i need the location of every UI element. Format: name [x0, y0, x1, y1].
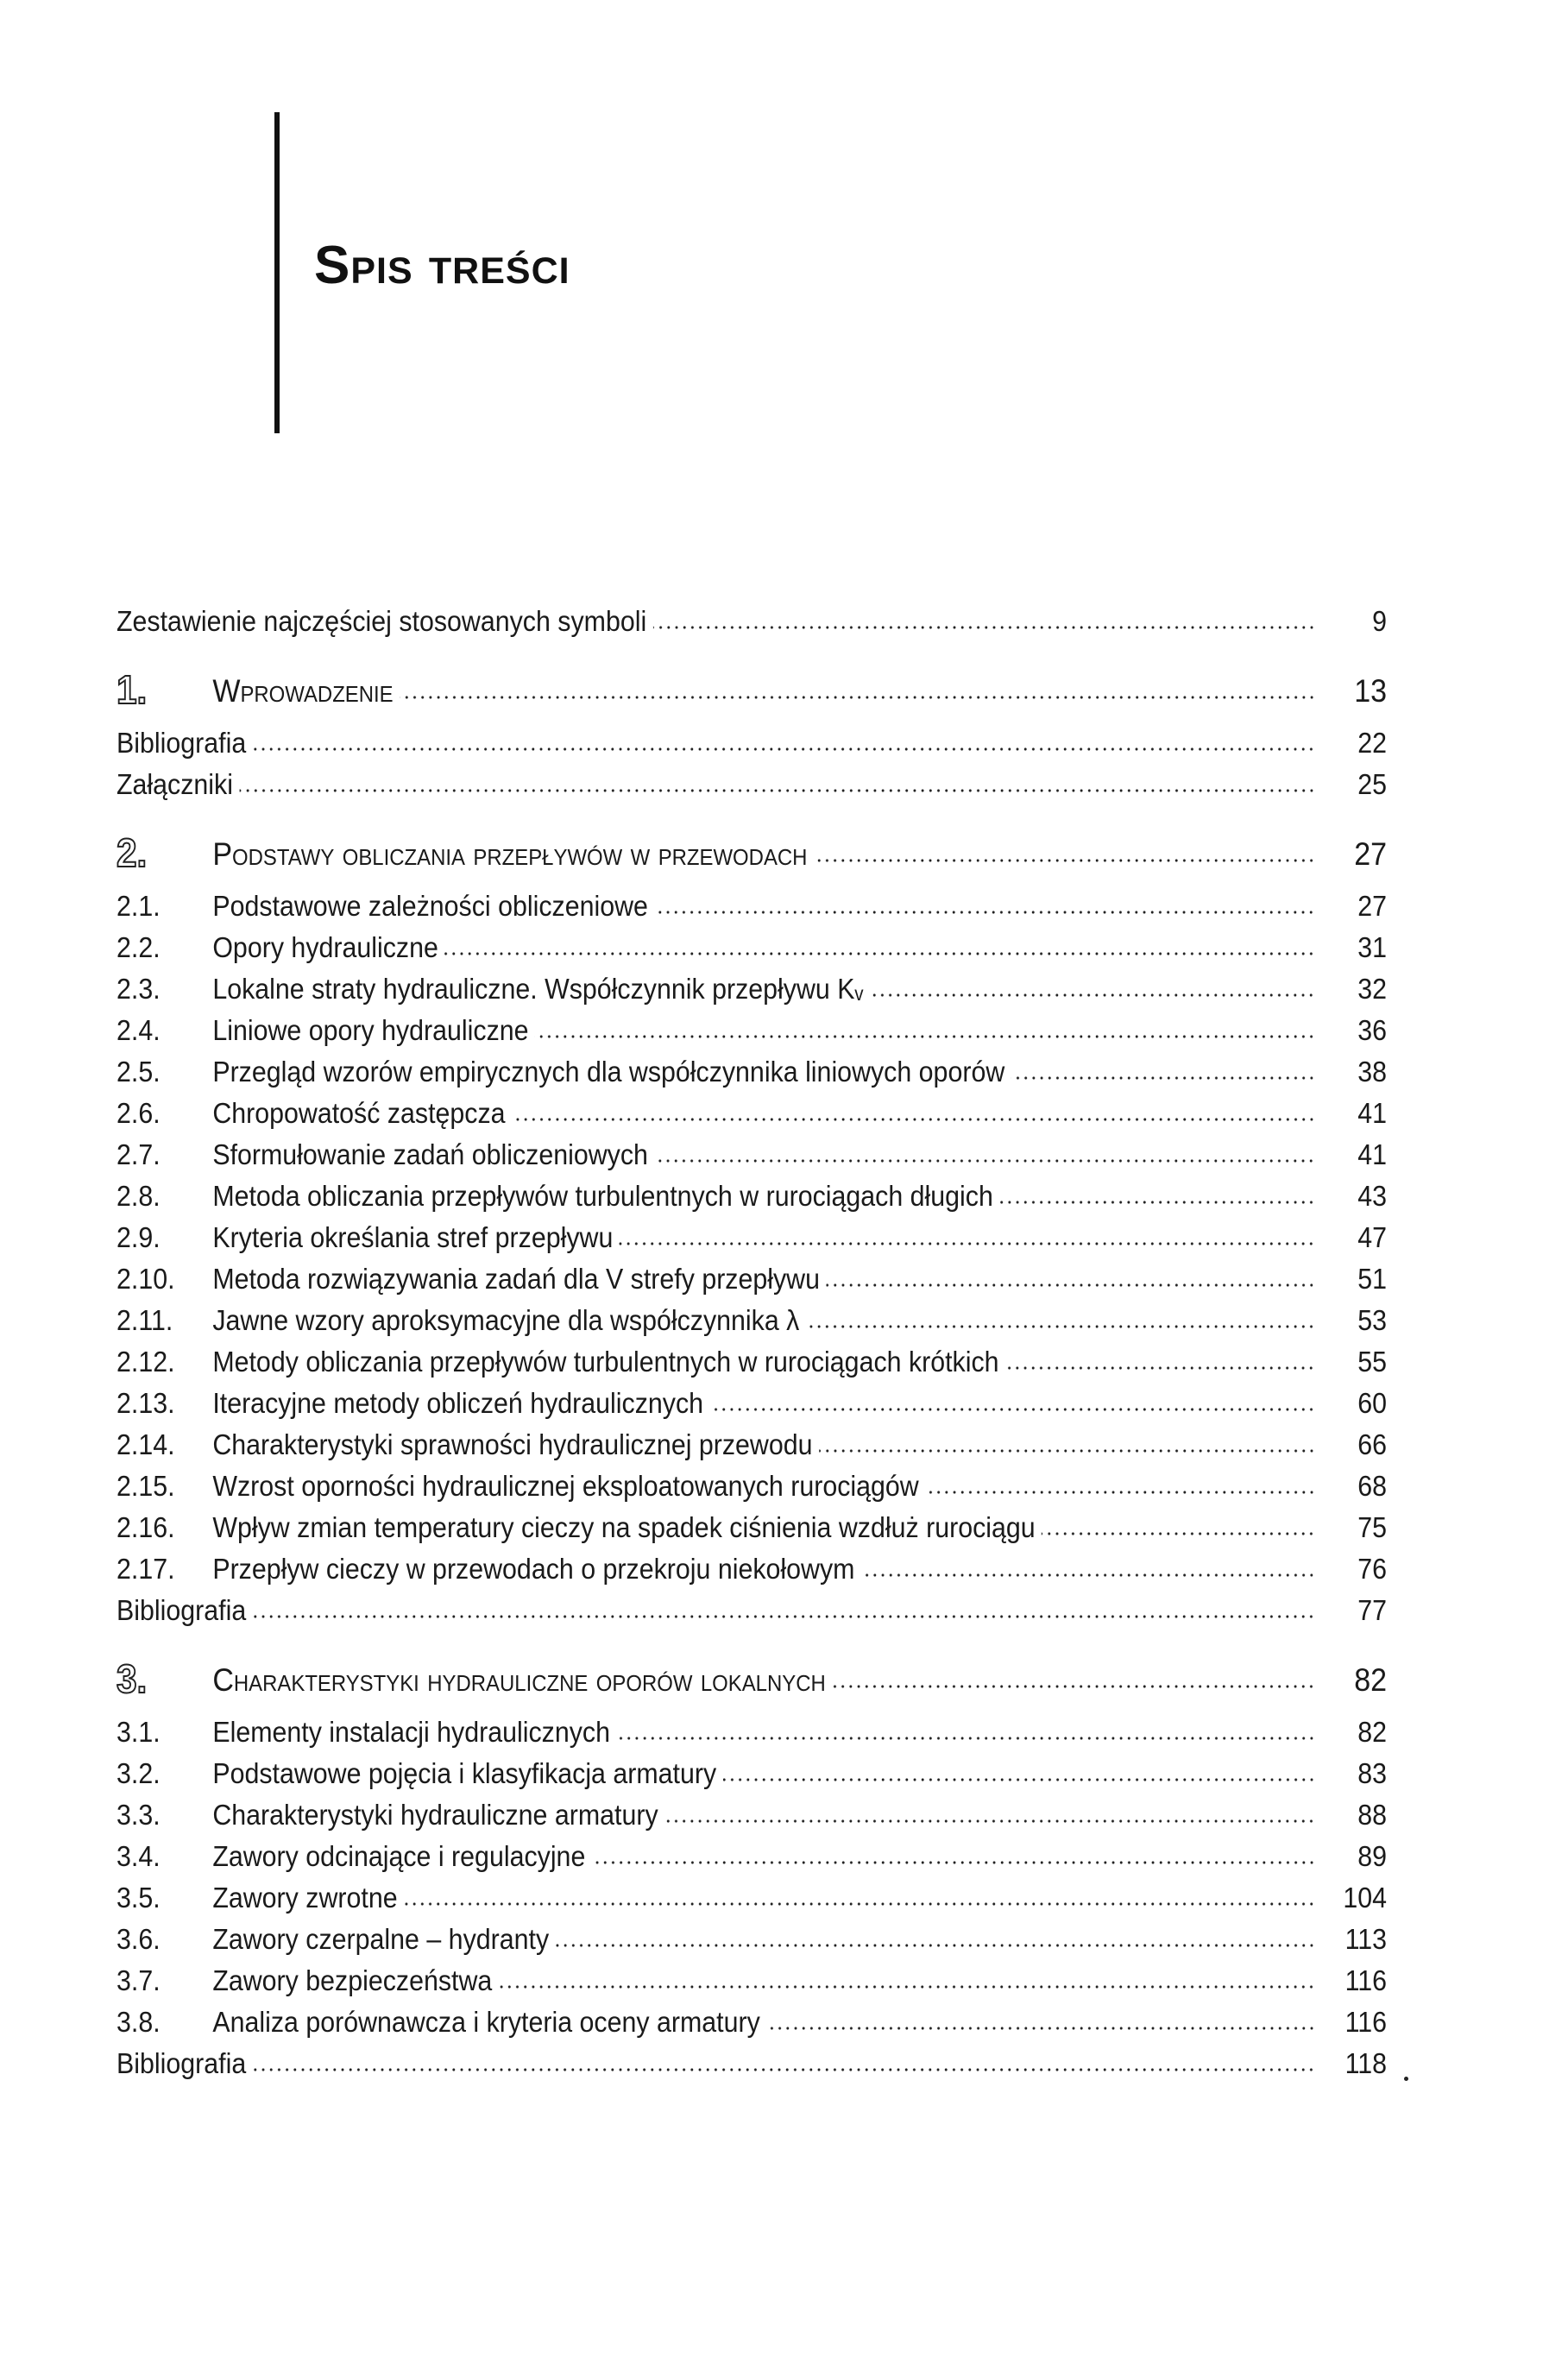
- entry-page-number: 25: [1357, 768, 1388, 800]
- entry-title: Elementy instalacji hydraulicznych: [212, 1716, 610, 1748]
- entry-page-number: 32: [1357, 973, 1388, 1005]
- dot-leader: [512, 1116, 1315, 1123]
- entry-page-number: 68: [1357, 1470, 1388, 1502]
- entry-number: 2.11.: [116, 1304, 173, 1336]
- toc-chapter-entry: [116, 667, 1388, 712]
- entry-title: Metoda obliczania przepływów turbulentnych w rurociągach długich: [212, 1180, 993, 1212]
- entry-number: 3.4.: [116, 1840, 161, 1872]
- entry-page-number: 89: [1357, 1840, 1388, 1872]
- toc-entry: [116, 1131, 1387, 1172]
- entry-title: Zawory bezpieczeństwa: [212, 1964, 493, 1996]
- entry-page-number: 82: [1357, 1716, 1388, 1748]
- entry-title: Wzrost oporności hydraulicznej eksploatowanych rurociągów: [212, 1470, 919, 1502]
- entry-page-number: 13: [1354, 673, 1388, 709]
- entry-title: Zawory zwrotne: [212, 1882, 398, 1914]
- dot-leader: [620, 1240, 1316, 1247]
- entry-number: 3.8.: [116, 2006, 161, 2038]
- dot-leader: [499, 1983, 1316, 1990]
- entry-number: 2.2.: [116, 931, 161, 963]
- entry-page-number: 116: [1344, 1964, 1388, 1996]
- toc-entry: [116, 1006, 1387, 1048]
- toc-entry: [116, 1832, 1387, 1874]
- toc-entry: [116, 719, 1387, 760]
- toc-entry: [116, 1255, 1387, 1296]
- toc-entry: [116, 1998, 1387, 2040]
- dot-leader: [826, 1282, 1315, 1289]
- entry-page-number: 9: [1372, 605, 1388, 637]
- entry-title: Iteracyjne metody obliczeń hydraulicznych: [212, 1387, 704, 1419]
- entry-title: Analiza porównawcza i kryteria oceny armatury: [212, 2006, 760, 2038]
- entry-page-number: 27: [1354, 836, 1388, 872]
- entry-page-number: 43: [1357, 1180, 1388, 1212]
- entry-title: Podstawowe zależności obliczeniowe: [212, 890, 648, 922]
- entry-title: Załączniki: [116, 768, 233, 800]
- entry-title: Zawory odcinające i regulacyjne: [212, 1840, 586, 1872]
- entry-page-number: 76: [1357, 1553, 1388, 1585]
- entry-title: Bibliografia: [116, 1594, 247, 1626]
- dot-leader: [239, 787, 1315, 794]
- entry-number: 2.16.: [116, 1511, 175, 1543]
- entry-number: 3.7.: [116, 1964, 161, 1996]
- dot-leader: [444, 950, 1315, 957]
- entry-page-number: 66: [1357, 1428, 1388, 1460]
- dot-leader: [664, 1818, 1315, 1825]
- entry-number: 2.13.: [116, 1387, 175, 1419]
- toc-entry: [116, 882, 1387, 924]
- dot-leader: [400, 694, 1315, 701]
- dot-leader: [832, 1683, 1315, 1690]
- dot-leader: [592, 1859, 1316, 1866]
- entry-page-number: 116: [1344, 2006, 1388, 2038]
- entry-page-number: 113: [1344, 1923, 1388, 1955]
- entry-page-number: 88: [1357, 1799, 1388, 1831]
- toc-entry: [116, 1172, 1387, 1214]
- toc-entry: [116, 1708, 1387, 1750]
- entry-page-number: 41: [1357, 1097, 1388, 1129]
- dot-leader: [925, 1489, 1315, 1496]
- entry-page-number: 118: [1344, 2047, 1388, 2079]
- entry-page-number: 55: [1357, 1346, 1388, 1378]
- dot-leader: [1011, 1075, 1316, 1081]
- dot-leader: [654, 909, 1315, 916]
- entry-page-number: 22: [1357, 727, 1388, 759]
- toc-entry: [116, 1462, 1387, 1504]
- entry-title: Bibliografia: [116, 2047, 247, 2079]
- entry-title: Przepływ cieczy w przewodach o przekroju niekołowym: [212, 1553, 855, 1585]
- dot-leader: [709, 1406, 1315, 1413]
- entry-number: 2.15.: [116, 1470, 175, 1502]
- entry-page-number: 82: [1354, 1662, 1388, 1698]
- toc-entry: [116, 1296, 1387, 1338]
- entry-page-number: 77: [1357, 1594, 1388, 1626]
- entry-page-number: 47: [1357, 1221, 1388, 1253]
- dot-leader: [253, 746, 1316, 753]
- dot-leader: [806, 1323, 1316, 1330]
- entry-number: 3.5.: [116, 1882, 161, 1914]
- entry-title: Podstawowe pojęcia i klasyfikacja armatury: [212, 1757, 717, 1789]
- entry-number: 2.6.: [116, 1097, 161, 1129]
- entry-number: 2.: [116, 830, 148, 875]
- toc-chapter-entry: [116, 1656, 1388, 1701]
- entry-title: Kryteria określania stref przepływu: [212, 1221, 614, 1253]
- table-of-contents: [116, 597, 1387, 2081]
- entry-title: Sformułowanie zadań obliczeniowych: [212, 1138, 648, 1170]
- entry-page-number: 41: [1357, 1138, 1388, 1170]
- toc-entry: [116, 1545, 1387, 1586]
- entry-title: Podstawy obliczania przepływów w przewodach: [212, 836, 808, 872]
- entry-title: Bibliografia: [116, 727, 247, 759]
- toc-entry: [116, 1421, 1387, 1462]
- toc-entry: [116, 2040, 1387, 2081]
- toc-entry: [116, 1791, 1387, 1832]
- page-title: Spis treści: [314, 236, 570, 295]
- entry-page-number: 60: [1357, 1387, 1388, 1419]
- toc-entry: [116, 1915, 1387, 1957]
- dot-leader: [814, 857, 1315, 864]
- dot-leader: [861, 1572, 1315, 1579]
- toc-entry: [116, 1089, 1387, 1131]
- entry-number: 3.: [116, 1656, 148, 1701]
- entry-number: 2.10.: [116, 1263, 175, 1295]
- dot-leader: [535, 1033, 1315, 1040]
- entry-page-number: 53: [1357, 1304, 1388, 1336]
- entry-page-number: 27: [1357, 890, 1388, 922]
- dot-leader: [555, 1942, 1315, 1949]
- toc-entry: [116, 1214, 1387, 1255]
- toc-entry: [116, 1048, 1387, 1089]
- entry-title: Charakterystyki hydrauliczne armatury: [212, 1799, 658, 1831]
- entry-number: 1.: [116, 667, 148, 712]
- dot-leader: [253, 2066, 1316, 2073]
- entry-title: Jawne wzory aproksymacyjne dla współczynnika λ: [212, 1304, 800, 1336]
- entry-number: 3.3.: [116, 1799, 161, 1831]
- entry-number: 3.2.: [116, 1757, 161, 1789]
- entry-number: 2.3.: [116, 973, 161, 1005]
- entry-title: Chropowatość zastępcza: [212, 1097, 506, 1129]
- entry-page-number: 75: [1357, 1511, 1388, 1543]
- entry-title: Metoda rozwiązywania zadań dla V strefy przepływu: [212, 1263, 821, 1295]
- toc-entry: [116, 965, 1387, 1006]
- scan-speck: [1404, 2077, 1408, 2081]
- entry-number: 2.7.: [116, 1138, 161, 1170]
- toc-entry: [116, 1586, 1387, 1628]
- entry-number: 2.1.: [116, 890, 161, 922]
- toc-entry: [116, 924, 1387, 965]
- entry-page-number: 36: [1357, 1014, 1388, 1046]
- dot-leader: [766, 2025, 1315, 2032]
- entry-title: Wpływ zmian temperatury cieczy na spadek ciśnienia wzdłuż rurociągu: [212, 1511, 1036, 1543]
- toc-chapter-entry: [116, 830, 1388, 875]
- toc-entry: [116, 1504, 1387, 1545]
- toc-entry: [116, 1957, 1387, 1998]
- entry-page-number: 51: [1357, 1263, 1388, 1295]
- entry-number: 2.4.: [116, 1014, 161, 1046]
- dot-leader: [404, 1901, 1315, 1907]
- toc-entry: [116, 1874, 1387, 1915]
- entry-number: 2.14.: [116, 1428, 175, 1460]
- dot-leader: [870, 992, 1316, 999]
- entry-number: 2.12.: [116, 1346, 175, 1378]
- entry-title: Metody obliczania przepływów turbulentnych w rurociągach krótkich: [212, 1346, 999, 1378]
- dot-leader: [819, 1447, 1315, 1454]
- entry-page-number: 83: [1357, 1757, 1388, 1789]
- toc-entry: [116, 1338, 1387, 1379]
- entry-title: Przegląd wzorów empirycznych dla współczynnika liniowych oporów: [212, 1056, 1005, 1088]
- toc-entry: [116, 1750, 1387, 1791]
- dot-leader: [654, 1157, 1315, 1164]
- entry-number: 2.8.: [116, 1180, 161, 1212]
- entry-number: 3.1.: [116, 1716, 161, 1748]
- entry-title: Charakterystyki hydrauliczne oporów lokalnych: [212, 1662, 826, 1698]
- entry-title: Lokalne straty hydrauliczne. Współczynnik przepływu Kᵥ: [212, 973, 864, 1005]
- entry-number: 2.9.: [116, 1221, 161, 1253]
- entry-number: 2.17.: [116, 1553, 175, 1585]
- dot-leader: [653, 624, 1316, 631]
- entry-page-number: 104: [1343, 1882, 1388, 1914]
- title-vertical-rule: [274, 112, 280, 433]
- dot-leader: [723, 1776, 1316, 1783]
- entry-number: 3.6.: [116, 1923, 161, 1955]
- dot-leader: [616, 1735, 1315, 1742]
- dot-leader: [999, 1199, 1315, 1206]
- entry-number: 2.5.: [116, 1056, 161, 1088]
- entry-page-number: 31: [1357, 931, 1388, 963]
- entry-page-number: 38: [1357, 1056, 1388, 1088]
- dot-leader: [1005, 1365, 1315, 1371]
- dot-leader: [1042, 1530, 1315, 1537]
- entry-title: Zawory czerpalne – hydranty: [212, 1923, 550, 1955]
- entry-title: Liniowe opory hydrauliczne: [212, 1014, 529, 1046]
- entry-title: Wprowadzenie: [212, 673, 394, 709]
- entry-title: Opory hydrauliczne: [212, 931, 438, 963]
- entry-title: Zestawienie najczęściej stosowanych symboli: [116, 605, 647, 637]
- toc-entry: [116, 760, 1387, 802]
- toc-entry: [116, 597, 1387, 639]
- dot-leader: [253, 1613, 1316, 1620]
- entry-title: Charakterystyki sprawności hydraulicznej przewodu: [212, 1428, 813, 1460]
- toc-entry: [116, 1379, 1387, 1421]
